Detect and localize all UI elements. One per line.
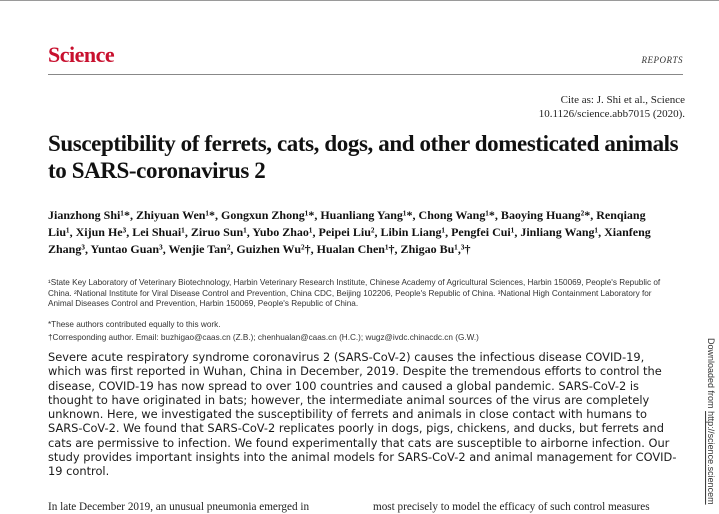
citation-block — [539, 93, 685, 121]
journal-logo: Science — [48, 42, 115, 67]
article-title: Susceptibility of ferrets, cats, dogs, and other domesticated animals to SARS-coronavirus 2 — [48, 131, 679, 183]
abstract: Severe acute respiratory syndrome coronavirus 2 (SARS-CoV-2) causes the infectious disease COVID-19, which was first reported in Wuhan, China in December, 2019. Despite the tremendous efforts to control the disease, COVID-19 has now spread to over 100 countries and caused a global pandemic. SARS-CoV-2 is thought to have originated in bats; however, the intermediate animal sources of the virus are completely unknown. Here, we investigated the susceptibility of ferrets and animals in close contact with humans to SARS-CoV-2. We found that SARS-CoV-2 replicates poorly in dogs, pigs, chickens, and ducks, but ferrets and cats are permissive to infection. We found experimentally that cats are susceptible to airborne infection. Our study provides important insights into the animal models for SARS-CoV-2 and animal management for COVID-19 control. — [48, 350, 677, 479]
body-column-1: In late December 2019, an unusual pneumonia emerged in — [48, 501, 310, 513]
download-sidebar — [706, 338, 716, 505]
equal-contribution-note: *These authors contributed equally to this work. — [48, 320, 221, 329]
citation-line: Cite as: J. Shi et al., Science — [560, 94, 685, 106]
doi-line: 10.1126/science.abb7015 (2020). — [538, 108, 685, 120]
body-column-2: most precisely to model the efficacy of such control measures — [373, 501, 650, 513]
affiliations: ¹State Key Laboratory of Veterinary Biotechnology, Harbin Veterinary Research Institute, Chinese Academy of Agricultural Sciences, Harbin 150069, People's Republic of China. ²National Institute for Viral Disease Control and Prevention, China CDC, Beijing 102206, People's Republic of China. ³National High Containment Laboratory for Animal Diseases Control and Prevention, Harbin 150069, People's Republic of China. — [48, 278, 661, 308]
author-list: Jianzhong Shi¹*, Zhiyuan Wen¹*, Gongxun Zhong¹*, Huanliang Yang¹*, Chong Wang¹*, Baoying Huang²*, Renqiang Liu¹, Xijun He³, Lei Shuai¹, Ziruo Sun¹, Yubo Zhao¹, Peipei Liu², Libin Liang¹, Pengfei Cui¹, Jinliang Wang¹, Xianfeng Zhang³, Yuntao Guan³, Wenjie Tan², Guizhen Wu²†, Hualan Chen¹†, Zhigao Bu¹,³† — [48, 208, 651, 256]
section-label: REPORTS — [641, 55, 683, 65]
download-link[interactable]: http://science.sciencem — [706, 411, 716, 505]
header-rule — [48, 74, 683, 75]
top-border — [0, 0, 719, 1]
download-prefix: Downloaded from — [706, 338, 716, 409]
corresponding-author-note: †Corresponding author. Email: buzhigao@caas.cn (Z.B.); chenhualan@caas.cn (H.C.); wugz@ivdc.chinacdc.cn (G.W.) — [48, 333, 479, 342]
